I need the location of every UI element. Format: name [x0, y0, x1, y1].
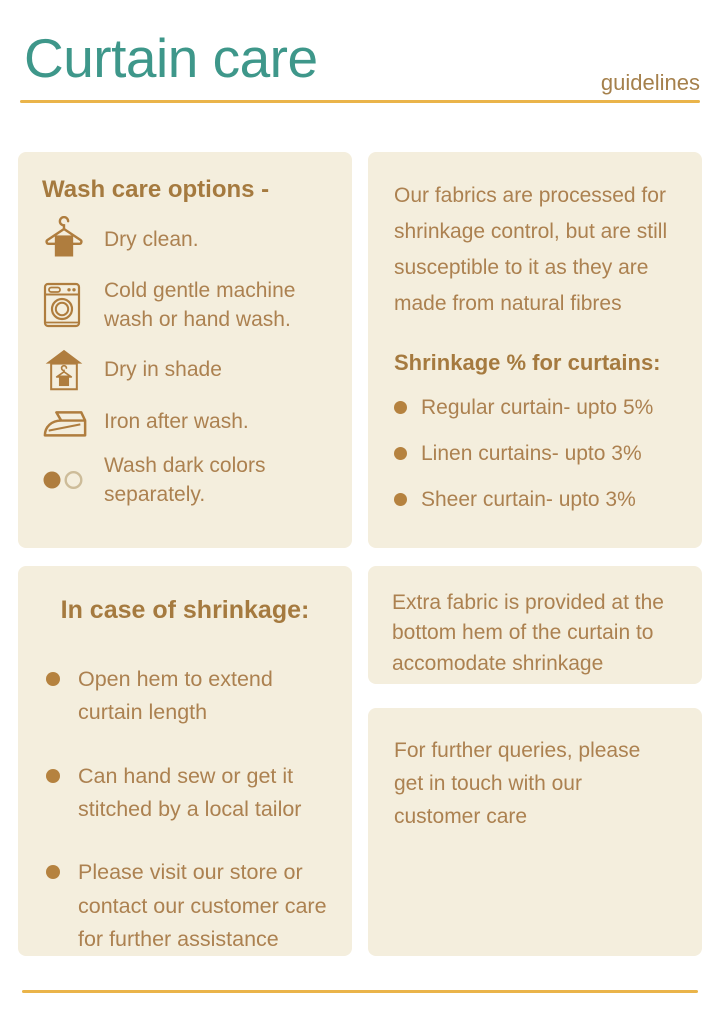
list-item — [394, 486, 678, 515]
wash-care-item-label: Cold gentle machine wash or hand wash. — [104, 279, 296, 332]
washing-machine-icon — [42, 281, 88, 329]
extra-fabric-text: Extra fabric is provided at the bottom hem of the curtain to accomodate shrinkage — [392, 591, 664, 675]
in-case-of-shrinkage-card — [18, 566, 352, 956]
list-item-label: Regular curtain- upto 5% — [421, 396, 654, 420]
wash-care-item-label: Wash dark colors separately. — [104, 453, 266, 507]
in-case-bullet-list — [46, 663, 328, 956]
bullet-dot-icon — [394, 401, 407, 414]
list-item — [394, 394, 678, 423]
wash-care-item-machine-wash — [42, 276, 332, 335]
wash-care-item-dry-clean — [42, 216, 332, 264]
list-item-label: Can hand sew or get it stitched by a local tailor — [78, 763, 302, 821]
list-item-label: Open hem to extend curtain length — [78, 667, 273, 725]
dry-in-shade-icon — [42, 347, 88, 393]
shrinkage-heading: Shrinkage % for curtains: — [394, 350, 661, 376]
list-item-label: Sheer curtain- upto 3% — [421, 488, 636, 512]
wash-care-card — [18, 152, 352, 548]
bullet-dot-icon — [46, 769, 60, 783]
bullet-dot-icon — [394, 493, 407, 506]
wash-care-item-label: Iron after wash. — [104, 410, 249, 434]
list-item — [46, 663, 328, 730]
list-item-label: Please visit our store or contact our customer care for further assistance — [78, 860, 327, 951]
customer-care-text: For further queries, please get in touch with our customer care — [394, 739, 641, 829]
footer-divider — [22, 990, 698, 993]
in-case-heading: In case of shrinkage: — [60, 596, 310, 624]
dark-light-circles-icon — [42, 469, 88, 491]
bullet-dot-icon — [46, 672, 60, 686]
page-title: Curtain care — [24, 27, 318, 89]
shrinkage-paragraph: Our fabrics are processed for shrinkage control, but are still susceptible to it as they are made from natural fibres — [394, 184, 668, 316]
bullet-dot-icon — [46, 865, 60, 879]
iron-icon — [42, 405, 88, 439]
wash-care-item-label: Dry clean. — [104, 228, 199, 252]
page-subtitle: guidelines — [600, 70, 700, 95]
list-item — [46, 856, 328, 956]
list-item — [46, 760, 328, 827]
list-item-label: Linen curtains- upto 3% — [421, 442, 642, 466]
list-item — [394, 440, 678, 469]
bullet-dot-icon — [394, 447, 407, 460]
wash-care-item-dry-in-shade — [42, 347, 332, 393]
shrinkage-bullet-list — [394, 394, 678, 515]
extra-fabric-card — [368, 566, 702, 684]
wash-care-heading: Wash care options - — [42, 176, 270, 203]
wash-care-item-label: Dry in shade — [104, 358, 222, 382]
hanger-icon — [42, 216, 88, 264]
wash-care-item-dark-colors — [42, 451, 332, 510]
wash-care-item-iron — [42, 405, 332, 439]
customer-care-card — [368, 708, 702, 956]
header-divider — [20, 100, 700, 103]
shrinkage-info-card — [368, 152, 702, 548]
